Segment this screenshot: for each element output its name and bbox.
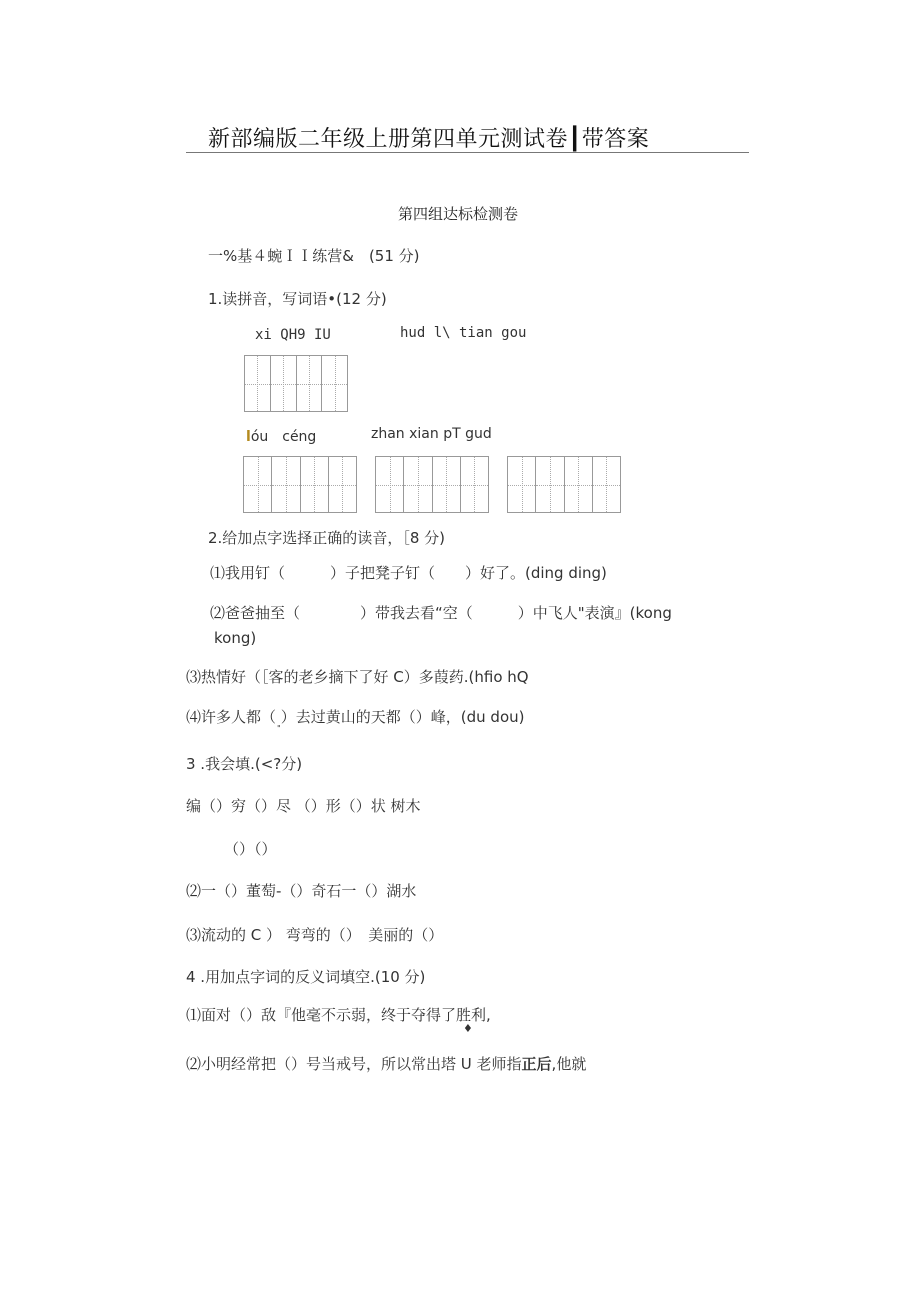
grid-cell[interactable] — [376, 457, 404, 512]
grid-cell[interactable] — [508, 457, 536, 512]
q2-item-2: ⑵爸爸抽至（ ）带我去看“空（ ）中飞人"表演』(kong — [210, 604, 672, 622]
document-title: 新部编版二年级上册第四单元测试卷┃带答案 — [208, 127, 650, 152]
q2-item-4-mark: " — [277, 724, 281, 733]
grid-cell[interactable] — [593, 457, 620, 512]
grid-cell[interactable] — [404, 457, 432, 512]
q2-heading: 2.给加点字选择正确的读音，［8 分) — [208, 529, 445, 547]
q3-line-1: 编（）穷（）尽 （）形（）状 树木 — [186, 797, 421, 815]
q2-item-1: ⑴我用钉（ ）子把凳子钉（ ）好了。(ding ding) — [210, 564, 607, 582]
q4-item-1-mark: ♦ — [463, 1022, 473, 1035]
q4-item-2-pre: ⑵小明经常把（）号当戒号，所以常出塔 U 老师指 — [186, 1055, 522, 1073]
writing-grid-2[interactable] — [243, 456, 357, 513]
pinyin-3-mark: l — [246, 429, 251, 445]
q3-heading: 3 .我会填.(<?分) — [186, 755, 303, 773]
q3-line-3: ⑶流动的 C ） 弯弯的（） 美丽的（） — [186, 926, 444, 944]
pinyin-2: hud l\ tian gou — [400, 325, 527, 341]
grid-cell[interactable] — [245, 356, 271, 411]
grid-cell[interactable] — [329, 457, 356, 512]
grid-cell[interactable] — [297, 356, 323, 411]
q4-heading: 4 .用加点字词的反义词填空.(10 分) — [186, 968, 426, 986]
q2-item-2-cont: kong) — [214, 629, 257, 647]
grid-cell[interactable] — [433, 457, 461, 512]
pinyin-3 — [246, 426, 316, 446]
section-heading: 一%基４蜿ＩＩ练营& (51 分) — [208, 247, 420, 265]
pinyin-3-rest: óu céng — [250, 429, 317, 445]
grid-cell[interactable] — [301, 457, 329, 512]
grid-cell[interactable] — [536, 457, 564, 512]
q4-item-2 — [186, 1053, 586, 1074]
q3-line-2: ⑵一（）董萄-（）奇石一（）湖水 — [186, 882, 417, 900]
pinyin-4: zhan xian pT gud — [371, 426, 492, 442]
writing-grid-4[interactable] — [507, 456, 621, 513]
grid-cell[interactable] — [272, 457, 300, 512]
grid-cell[interactable] — [322, 356, 347, 411]
page-subtitle: 第四组达标检测卷 — [398, 205, 519, 223]
title-underline — [186, 152, 749, 153]
grid-cell[interactable] — [565, 457, 593, 512]
writing-grid-3[interactable] — [375, 456, 489, 513]
writing-grid-1[interactable] — [244, 355, 348, 412]
q2-item-3: ⑶热情好（［客的老乡摘下了好 C）多葭药.(hfio hQ — [186, 668, 529, 686]
grid-cell[interactable] — [271, 356, 297, 411]
q4-item-1: ⑴面对（）敌『他毫不示弱，终于夺得了胜利, — [186, 1006, 491, 1024]
pinyin-1: xi QH9 IU — [255, 327, 331, 343]
grid-cell[interactable] — [244, 457, 272, 512]
q1-heading: 1.读拼音，写词语•(12 分) — [208, 290, 387, 308]
q3-line-1b: （）（） — [224, 840, 277, 858]
grid-cell[interactable] — [461, 457, 488, 512]
q4-item-2-bold: 正后 — [521, 1055, 552, 1073]
q2-item-4: ⑷许多人都（ ）去过黄山的天都（）峰，(du dou) — [186, 708, 525, 726]
q4-item-2-post: ,他就 — [551, 1055, 587, 1073]
